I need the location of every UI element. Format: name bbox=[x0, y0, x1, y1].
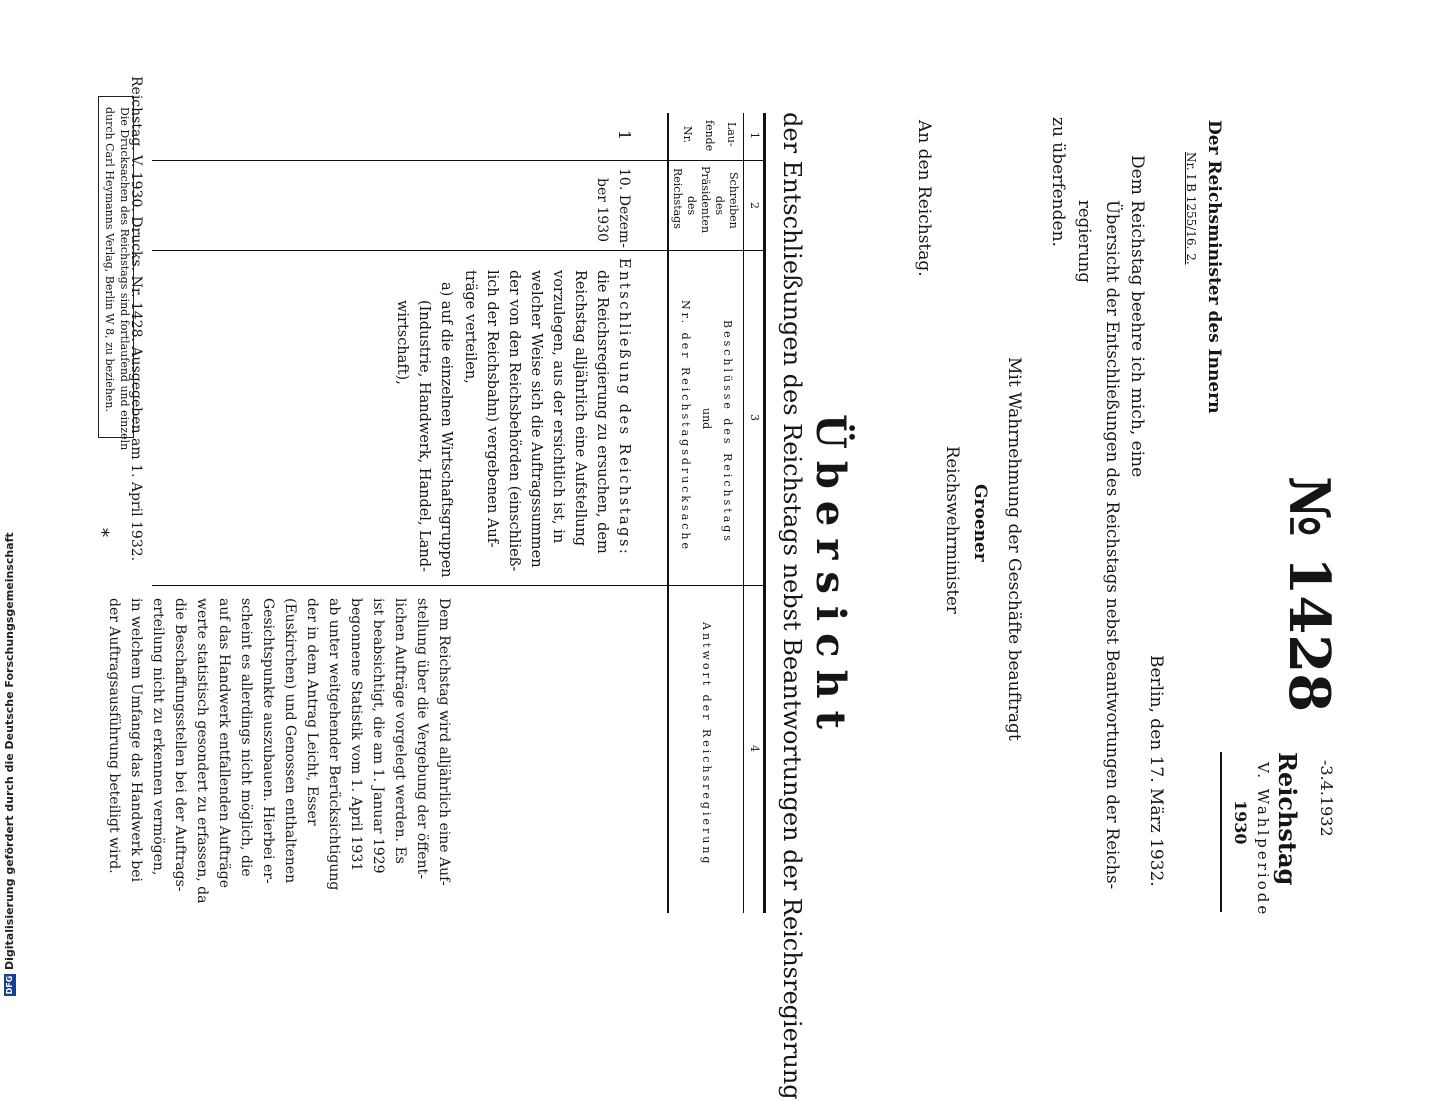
answer-line-16: der Auftragsausführung beteiligt wird. bbox=[106, 598, 122, 874]
answer-line-13: die Beschaffungsstellen bei der Auftrags- bbox=[172, 598, 188, 892]
header-col2-line-4: des bbox=[685, 196, 698, 216]
header-col3-line-1: Beschlüsse des Reichstags bbox=[721, 320, 734, 544]
column-number-1: 1 bbox=[748, 132, 761, 139]
table-number-row-rule bbox=[743, 113, 744, 913]
place-date: Berlin, den 17. März 1932. bbox=[1146, 655, 1166, 887]
header-col2-line-3: Präsidenten bbox=[699, 166, 712, 234]
body-line-2: Übersicht der Entschließungen des Reichstags nebst Beantwortungen der Reichs- bbox=[1103, 200, 1122, 890]
column-number-3: 3 bbox=[748, 414, 761, 421]
resolution-line-6: der von den Reichsbehörden (einschließ- bbox=[506, 270, 522, 572]
heading-subtitle: der Entschließungen des Reichstags nebst Beantwortungen der Reichsregierung bbox=[778, 112, 806, 1100]
signature-name: Groener bbox=[970, 484, 990, 562]
answer-line-12: werte statistisch gesondert zu erfassen, da bbox=[194, 598, 210, 904]
answer-line-10: scheint es allerdings nicht möglich, die bbox=[238, 598, 254, 877]
answer-line-14: erteilung nicht zu erkennen vermögen, bbox=[150, 598, 166, 876]
resolution-line-1: Entschließung des Reichstags: bbox=[616, 258, 632, 557]
resolution-line-10: (Industrie, Handwerk, Handel, Land- bbox=[416, 300, 432, 572]
header-col2-line-2: des bbox=[713, 196, 726, 216]
header-col2-line-1: Schreiben bbox=[727, 172, 740, 229]
signature-line: Mit Wahrnehmung der Geschäfte beauftragt bbox=[1004, 357, 1024, 741]
addressee: An den Reichstag. bbox=[914, 120, 934, 277]
resolution-line-9: a) auf die einzelnen Wirtschaftsgruppen bbox=[438, 282, 454, 578]
footer-note-box bbox=[98, 96, 134, 451]
footer-note-line-2: durch Carl Heymanns Verlag, Berlin W 8, zu beziehen. bbox=[103, 107, 116, 412]
stamp-title: Reichstag bbox=[1273, 752, 1302, 886]
stamp-date: -3.4.1932 bbox=[1317, 760, 1336, 837]
dfg-logo-icon: DFG bbox=[5, 975, 14, 995]
stamp-rule bbox=[1220, 752, 1222, 912]
header-col2-line-5: Reichstags bbox=[671, 168, 684, 229]
table-col-divider-3 bbox=[152, 585, 766, 586]
body-line-4: zu überfenden. bbox=[1048, 117, 1068, 247]
answer-line-2: stellung über die Vergebung der öffent- bbox=[414, 598, 430, 879]
answer-line-5: begonnene Statistik vom 1. April 1931 bbox=[348, 598, 364, 872]
sender-reference: Nr. I B 1255/16. 2. bbox=[1184, 152, 1198, 265]
answer-line-7: der in dem Antrag Leicht, Esser bbox=[304, 598, 320, 826]
footer-asterisk: * bbox=[91, 528, 112, 537]
table-col-divider-2 bbox=[152, 250, 766, 251]
body-line-3: regierung bbox=[1075, 200, 1094, 283]
answer-line-4: ist beabsichtigt, die am 1. Januar 1929 bbox=[370, 598, 386, 874]
heading-title: Übersicht bbox=[807, 414, 854, 742]
digitization-sideline bbox=[0, 0, 20, 1000]
footer-line: Reichstag. V. 1930. Drucks. Nr. 1428. Ausgegeben am 1. April 1932. bbox=[128, 76, 144, 562]
footer-note-line-1: Die Drucksachen des Reichstags sind fortlaufend und einzeln bbox=[118, 107, 131, 451]
table-header-rule bbox=[667, 113, 669, 913]
table-top-rule bbox=[763, 113, 766, 913]
row-1-number: 1 bbox=[615, 130, 634, 141]
table-col-divider-1 bbox=[152, 160, 766, 161]
header-col3-line-3: Nr. der Reichstagsdrucksache bbox=[679, 300, 692, 553]
body-line-1: Dem Reichstag beehre ich mich, eine bbox=[1127, 155, 1147, 478]
column-number-4: 4 bbox=[748, 745, 761, 752]
header-col3-line-2: und bbox=[700, 408, 713, 430]
stamp-year: 1930 bbox=[1231, 800, 1250, 845]
document-number: № 1428 bbox=[1276, 476, 1342, 713]
answer-line-11: auf das Handwerk entfallenden Aufträge bbox=[216, 598, 232, 889]
resolution-line-7: lich der Reichsbahn) vergebenen Auf- bbox=[484, 270, 500, 548]
resolution-line-2: die Reichsregierung zu ersuchen, dem bbox=[594, 270, 610, 554]
row-1-date-line-2: ber 1930 bbox=[594, 178, 610, 243]
resolution-line-11: wirtschaft), bbox=[394, 300, 410, 385]
answer-line-1: Dem Reichstag wird alljährlich eine Auf- bbox=[436, 598, 452, 886]
row-1-date-line-1: 10. Dezem- bbox=[616, 168, 632, 248]
answer-line-6: ab unter weitgehender Berücksichtigung bbox=[326, 598, 342, 891]
resolution-line-3: Reichstag alljährlich eine Aufstellung bbox=[572, 270, 588, 547]
header-col1-line-2: fende bbox=[703, 120, 716, 152]
answer-line-9: Gesichtspunkte auszubauen. Hierbei er- bbox=[260, 598, 276, 884]
header-col4: Antwort der Reichsregierung bbox=[700, 622, 713, 867]
resolution-line-5: welcher Weise sich die Auftragssummen bbox=[528, 270, 544, 568]
digitization-note: Digitalisierung gefördert durch die Deutsche Forschungsgemeinschaft bbox=[3, 532, 16, 970]
answer-line-3: lichen Aufträge vorgelegt werden. Es bbox=[392, 598, 408, 864]
resolution-line-8: träge verteilen, bbox=[462, 270, 478, 384]
header-col1-line-1: Lau- bbox=[725, 122, 738, 147]
stamp-period: V. Wahlperiode bbox=[1254, 762, 1272, 918]
column-number-2: 2 bbox=[748, 202, 761, 209]
answer-line-8: (Euskirchen) und Genossen enthaltenen bbox=[282, 598, 298, 884]
resolution-line-4: vorzulegen, aus der ersichtlich ist, in bbox=[550, 270, 566, 544]
sender-title: Der Reichsminister des Innern bbox=[1204, 120, 1224, 414]
signature-role: Reichswehrminister bbox=[943, 446, 962, 614]
answer-line-15: in welchem Umfange das Handwerk bei bbox=[128, 598, 144, 882]
header-col1-line-3: Nr. bbox=[681, 126, 694, 144]
